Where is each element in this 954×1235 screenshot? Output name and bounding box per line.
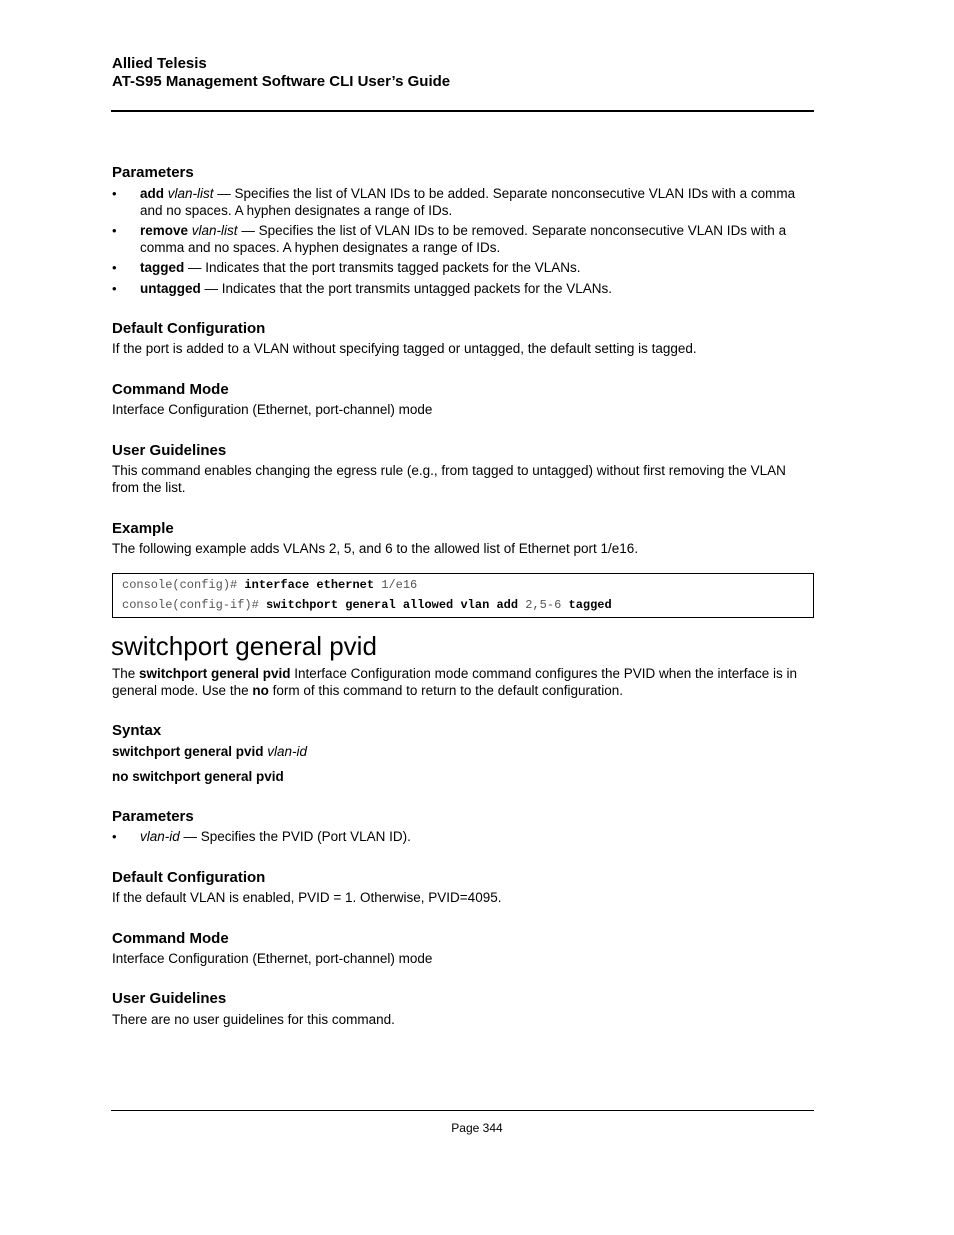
command-mode-heading: Command Mode bbox=[112, 381, 229, 398]
default-config-text-2: If the default VLAN is enabled, PVID = 1. Otherwise, PVID=4095. bbox=[112, 890, 502, 905]
header-company: Allied Telesis bbox=[112, 55, 207, 72]
syntax-line-2: no switchport general pvid bbox=[112, 769, 284, 784]
bullet-icon: • bbox=[112, 260, 117, 275]
bullet-icon: • bbox=[112, 829, 117, 844]
user-guidelines-text: This command enables changing the egress rule (e.g., from tagged to untagged) without first removing the VLAN from the list. bbox=[112, 463, 786, 495]
param-tagged: tagged — Indicates that the port transmits tagged packets for the VLANs. bbox=[140, 260, 581, 275]
default-config-heading: Default Configuration bbox=[112, 320, 266, 337]
user-guidelines-heading: User Guidelines bbox=[112, 442, 227, 459]
code-line-2: console(config-if)# switchport general allowed vlan add 2,5-6 tagged bbox=[122, 598, 612, 612]
bullet-icon: • bbox=[112, 223, 117, 238]
param-untagged: untagged — Indicates that the port transmits untagged packets for the VLANs. bbox=[140, 281, 612, 296]
example-text: The following example adds VLANs 2, 5, and 6 to the allowed list of Ethernet port 1/e16. bbox=[112, 541, 639, 556]
param-vlan-id: vlan-id — Specifies the PVID (Port VLAN ID). bbox=[140, 829, 411, 844]
param-add: add vlan-list — Specifies the list of VLAN IDs to be added. Separate nonconsecutive VLAN IDs with a comma and no spaces. A hyphen designates a range of IDs. bbox=[140, 186, 796, 218]
page-number: Page 344 bbox=[451, 1121, 503, 1135]
section-title: switchport general pvid bbox=[111, 631, 377, 661]
syntax-line-1: switchport general pvid vlan-id bbox=[112, 744, 308, 759]
command-mode-text: Interface Configuration (Ethernet, port-channel) mode bbox=[112, 402, 433, 417]
footer-rule bbox=[111, 1110, 814, 1111]
user-guidelines-text-2: There are no user guidelines for this command. bbox=[112, 1012, 395, 1027]
bullet-icon: • bbox=[112, 281, 117, 296]
code-block bbox=[112, 573, 814, 618]
user-guidelines-heading-2: User Guidelines bbox=[112, 990, 227, 1007]
example-heading: Example bbox=[112, 520, 174, 537]
param-remove: remove vlan-list — Specifies the list of VLAN IDs to be removed. Separate nonconsecutive VLAN IDs with a comma and no spaces. A hyphen designates a range of IDs. bbox=[140, 223, 787, 255]
intro-paragraph: The switchport general pvid Interface Configuration mode command configures the PVID when the interface is in general mode. Use the no form of this command to return to the default configuration. bbox=[112, 666, 798, 698]
parameters-heading: Parameters bbox=[112, 164, 194, 181]
bullet-icon: • bbox=[112, 186, 117, 201]
header-guide-title: AT-S95 Management Software CLI User’s Guide bbox=[112, 73, 451, 90]
code-line-1: console(config)# interface ethernet 1/e16 bbox=[122, 578, 418, 592]
header-rule bbox=[111, 110, 814, 112]
syntax-heading: Syntax bbox=[112, 722, 162, 739]
default-config-heading-2: Default Configuration bbox=[112, 869, 266, 886]
default-config-text: If the port is added to a VLAN without specifying tagged or untagged, the default setting is tagged. bbox=[112, 341, 697, 356]
parameters-heading-2: Parameters bbox=[112, 808, 194, 825]
command-mode-text-2: Interface Configuration (Ethernet, port-channel) mode bbox=[112, 951, 433, 966]
command-mode-heading-2: Command Mode bbox=[112, 930, 229, 947]
